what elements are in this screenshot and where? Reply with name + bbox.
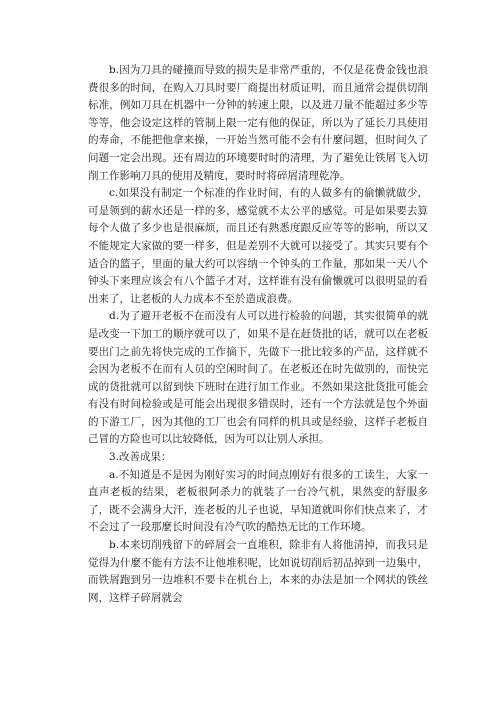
paragraph-a-air-conditioner: a.不知道是不是因为刚好实习的时间点刚好有很多的工读生，大家一直声老板的结果，老板很阿杀力的就装了一台冷气机，果然变的舒服多了，既不会满身大汗，连老板的儿子也说，早知道就叫你们快点来了，才不会过了一段那麼长时间没有冷气吹的酷热无比的工作环境。 xyxy=(88,468,428,534)
paragraph-d-inspection-order: d.为了避开老板不在而没有人可以进行检验的问题，其实很简单的就是改变一下加工的顺序就可以了，如果不是在赶货批的话，就可以在老板要出门之前先将快完成的工作摘下，先做下一批比较多的产品，这样就不会因为老板不在而有人员的空闲时间了。在老板还在时先做别的，而快完成的货批就可以留到快下班时在进行加工作业。不然如果这批货批可能会有没有时间检验或是可能会出现很多错误时，还有一个方法就是包个外面的下游工厂，因为其他的工厂也会有同样的机具或是经验，这样子老板自己冒的方险也可以比较降低，因为可以让别人承担。 xyxy=(88,310,428,446)
paragraph-b-tool-damage: b.因为刀具的碰撞而导致的损失是非常严重的，不仅是花费金钱也浪费很多的时间，在购入刀具时要厂商提出材质证明，而且通常会提供切削标准，例如刀具在机器中一分钟的转速上限，以及进刀量不能超过多少等等等，他会设定这样的管制上限一定有他的保证，所以为了延长刀具使用的寿命，不能把他拿来操，一开始当然可能不会有什麼问题，但时间久了问题一定会出现。还有周边的环境要时时的清理，为了避免让铁屑飞入切削工作影响刀具的使用及精度，要时时将碎屑清理乾净。 xyxy=(88,64,428,182)
paragraph-b-chip-accumulation: b.本来切削残留下的碎屑会一直堆积，除非有人将他清掉，而我只是觉得为什麼不能有方法不让他堆积呢，比如说切削后初品掉到一边集中，而铁屑跑到另一边堆积不要卡在机台上，本来的办法是加一个网状的铁丝网，这样子碎屑就会 xyxy=(88,539,428,604)
paragraph-c-standard-work-time: c.如果没有制定一个标准的作业时间，有的人做多有的偷懒就做少，可是领到的薪水还是一样的多，感觉就不太公平的感觉。可是如果要去算每个人做了多少也是很麻烦，而且还有熟悉度跟反应等等的影响，所以又不能规定大家做的要一样多，但是差别不大就可以接受了。其实只要有个适合的篮子，里面的量大约可以容纳一个钟头的工作量，那如果一天八个钟头下来理应该会有八个篮子才对，这样谁有没有偷懒就可以很明显的看出来了，让老板的人力成本不至於造成浪费。 xyxy=(88,187,428,305)
section-heading-improvement-results: 3.改善成果： xyxy=(109,451,172,464)
document-body xyxy=(88,62,428,607)
